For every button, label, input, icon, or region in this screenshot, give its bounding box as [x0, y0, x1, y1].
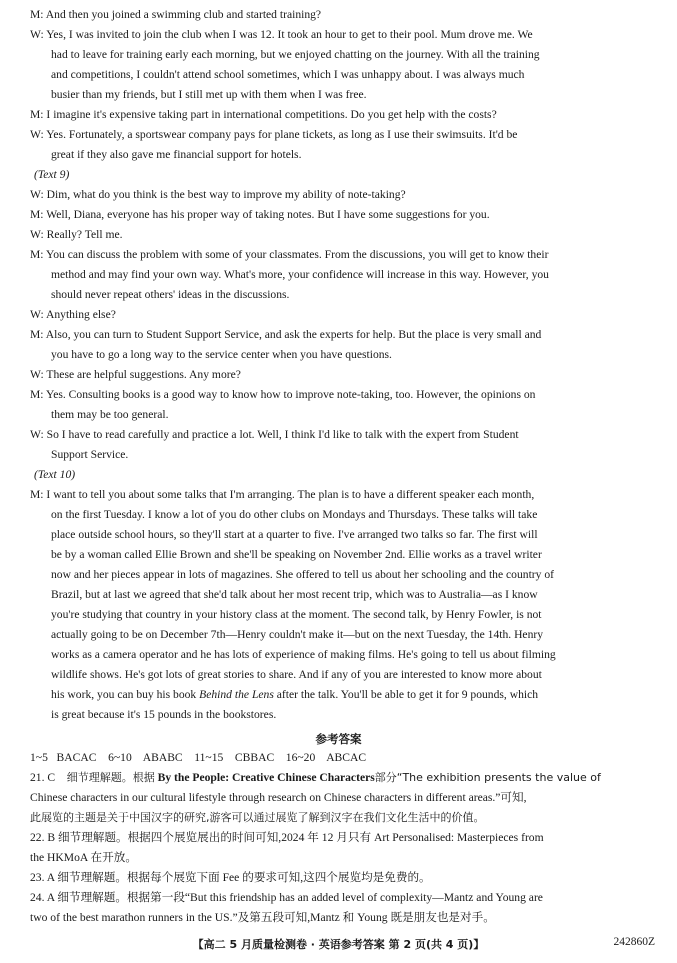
dialogue-line: and competitions, I couldn't attend school sometimes, which I was unhappy about. I was always much — [51, 68, 525, 81]
text-segment: his work, you can buy his book — [51, 688, 197, 701]
dialogue-line: be by a woman called Ellie Brown and she'll be speaking on November 2nd. Ellie works as a travel writer — [51, 548, 542, 561]
dialogue-line: wildlife shows. He's got lots of great stories to share. And if any of you are interested to know more about — [51, 668, 542, 681]
dialogue-line: W: Yes. Fortunately, a sportswear company pays for plane tickets, as long as I use their swimsuits. It'd be — [30, 128, 518, 141]
exhibit-name: By the People: Creative Chinese Characters — [157, 771, 375, 784]
explanation-23-line: 23. A 细节理解题。根据每个展览下面 Fee 的要求可知,这四个展览均是免费的。 — [30, 871, 431, 884]
dialogue-line: W: These are helpful suggestions. Any more? — [30, 368, 241, 381]
dialogue-line: now and her pieces appear in lots of magazines. She offered to tell us about her schooling and the country of — [51, 568, 554, 581]
dialogue-line: you're studying that country in your history class at the moment. The second talk, by Henry Fowler, is not — [51, 608, 542, 621]
book-title: Behind the Lens — [199, 688, 274, 701]
explanation-21-line — [30, 771, 652, 785]
dialogue-line: M: I want to tell you about some talks that I'm arranging. The plan is to have a different speaker each month, — [30, 488, 535, 501]
explanation-24-line: 24. A 细节理解题。根据第一段“But this friendship has an added level of complexity—Mantz and Young are — [30, 891, 543, 904]
footer-code: 242860Z — [613, 936, 655, 948]
dialogue-line: M: Yes. Consulting books is a good way to know how to improve note-taking, too. However, the opinions on — [30, 388, 536, 401]
dialogue-line: M: Also, you can turn to Student Support Service, and ask the experts for help. But the place is very small and — [30, 328, 542, 341]
dialogue-line: had to leave for training early each morning, but we enjoyed chatting on the journey. With all the training — [51, 48, 540, 61]
dialogue-line: W: So I have to read carefully and practice a lot. Well, I think I'd like to talk with the expert from Student — [30, 428, 519, 441]
dialogue-line: them may be too general. — [51, 408, 169, 421]
answer-key: 1~5 BACAC 6~10 ABABC 11~15 CBBAC 16~20 ABCAC — [30, 751, 367, 764]
dialogue-line: W: Really? Tell me. — [30, 228, 123, 241]
explanation-line: Chinese characters in our cultural lifestyle through research on Chinese characters in different areas.”可知, — [30, 791, 527, 804]
dialogue-line: M: You can discuss the problem with some of your classmates. From the discussions, you will get to know their — [30, 248, 549, 261]
q-text: 部分“The exhibition presents the value of — [374, 771, 601, 784]
explanation-22-line: 22. B 细节理解题。根据四个展览展出的时间可知,2024 年 12 月只有 Art Personalised: Masterpieces from — [30, 831, 544, 844]
dialogue-line: M: And then you joined a swimming club and started training? — [30, 8, 322, 21]
text-segment: after the talk. You'll be able to get it for 9 pounds, which — [276, 688, 539, 701]
dialogue-line: Brazil, but at last we agreed that she'd talk about her most recent trip, which was to Australia—as I know — [51, 588, 538, 601]
dialogue-line: on the first Tuesday. I know a lot of you do other clubs on Mondays and Thursdays. These talks will take — [51, 508, 538, 521]
dialogue-line: great if they also gave me financial support for hotels. — [51, 148, 302, 161]
answer-heading: 参考答案 — [315, 732, 362, 746]
explanation-line: two of the best marathon runners in the US.”及第五段可知,Mantz 和 Young 既是朋友也是对手。 — [30, 911, 495, 924]
dialogue-line: you have to go a long way to the service center when you have questions. — [51, 348, 392, 361]
explanation-line: 此展览的主题是关于中国汉字的研究,游客可以通过展览了解到汉字在我们文化生活中的价值。 — [30, 811, 485, 824]
dialogue-line: W: Dim, what do you think is the best way to improve my ability of note-taking? — [30, 188, 406, 201]
dialogue-line: W: Yes, I was invited to join the club when I was 12. It took an hour to get to their pool. Mum drove me. We — [30, 28, 533, 41]
footer-title: 【高二 5 月质量检测卷 · 英语参考答案 第 2 页(共 4 页)】 — [192, 938, 485, 951]
dialogue-line: busier than my friends, but I still met up with them when I was free. — [51, 88, 367, 101]
dialogue-line: M: I imagine it's expensive taking part in international competitions. Do you get help with the costs? — [30, 108, 497, 121]
dialogue-line: place outside school hours, so they'll start at a quarter to five. I've arranged two talks so far. The first will — [51, 528, 538, 541]
dialogue-line: Support Service. — [51, 448, 129, 461]
section-label: (Text 9) — [34, 168, 70, 181]
dialogue-line: method and may find your own way. What's more, your confidence will increase in this way. However, you — [51, 268, 549, 281]
dialogue-line: should never repeat others' ideas in the discussions. — [51, 288, 290, 301]
dialogue-line-with-title — [51, 688, 652, 702]
q-number: 21. C — [30, 771, 56, 784]
q-label: 细节理解题。根据 — [66, 771, 155, 784]
dialogue-line: M: Well, Diana, everyone has his proper way of taking notes. But I have some suggestions for you. — [30, 208, 490, 221]
dialogue-line: works as a camera operator and he has lots of experience of making films. He's going to tell us about filming — [51, 648, 556, 661]
section-label: (Text 10) — [34, 468, 76, 481]
dialogue-line: is great because it's 15 pounds in the bookstores. — [51, 708, 277, 721]
dialogue-line: W: Anything else? — [30, 308, 116, 321]
explanation-line: the HKMoA 在开放。 — [30, 851, 137, 864]
dialogue-line: actually going to be on December 7th—Henry couldn't make it—but on the next Tuesday, the 14th. Henry — [51, 628, 544, 641]
